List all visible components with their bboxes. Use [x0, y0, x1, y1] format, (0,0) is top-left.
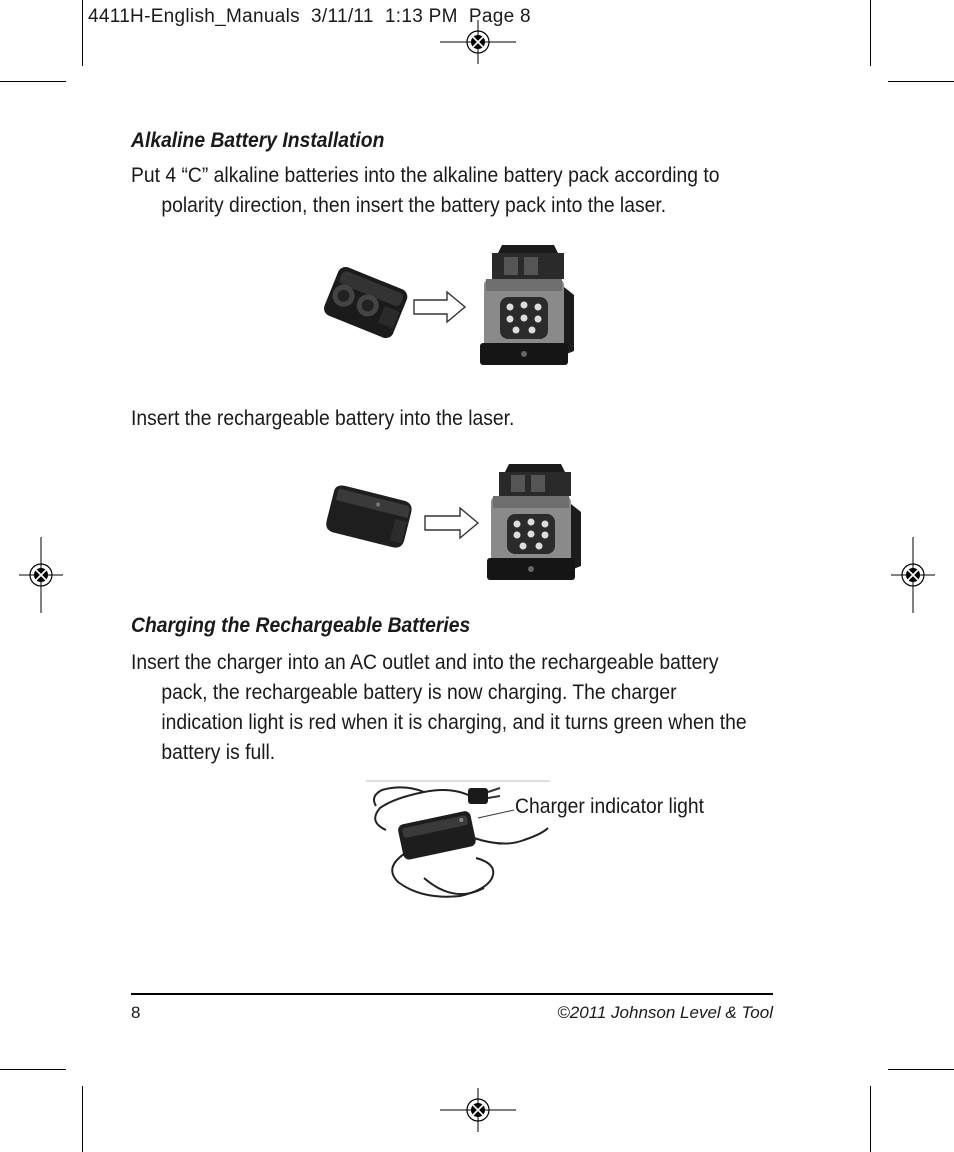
- charger-indicator-callout: Charger indicator light: [515, 795, 705, 818]
- registration-mark-bottom-icon: [440, 1088, 516, 1132]
- alkaline-battery-pack-illustration: [318, 262, 410, 346]
- registration-mark-top-icon: [440, 20, 516, 64]
- section-heading-alkaline: Alkaline Battery Installation: [131, 129, 385, 152]
- arrow-right-icon: [413, 291, 467, 323]
- arrow-right-icon: [424, 507, 480, 539]
- rotary-laser-illustration: [478, 239, 578, 369]
- rotary-laser-illustration: [485, 458, 585, 584]
- copyright-notice: ©2011 Johnson Level & Tool: [557, 1003, 773, 1022]
- print-slug-line: 4411H-English_Manuals 3/11/11 1:13 PM Page 8: [88, 6, 531, 27]
- footer-rule: [131, 993, 773, 995]
- paragraph-alkaline: Put 4 “C” alkaline batteries into the alkaline battery pack according to polarity direction, then insert the battery pack into the laser.: [131, 164, 720, 217]
- rechargeable-battery-pack-illustration: [318, 482, 414, 558]
- page-number: 8: [131, 1003, 141, 1022]
- registration-mark-right-icon: [891, 537, 935, 613]
- section-heading-charging: Charging the Rechargeable Batteries: [131, 614, 471, 637]
- paragraph-rechargeable-insert: Insert the rechargeable battery into the laser.: [131, 407, 515, 430]
- paragraph-charging: Insert the charger into an AC outlet and into the rechargeable battery pack, the rechargeable battery is now charging. The charger indication light is red when it is charging, and it turns green when the battery is full.: [131, 651, 747, 764]
- registration-mark-left-icon: [19, 537, 63, 613]
